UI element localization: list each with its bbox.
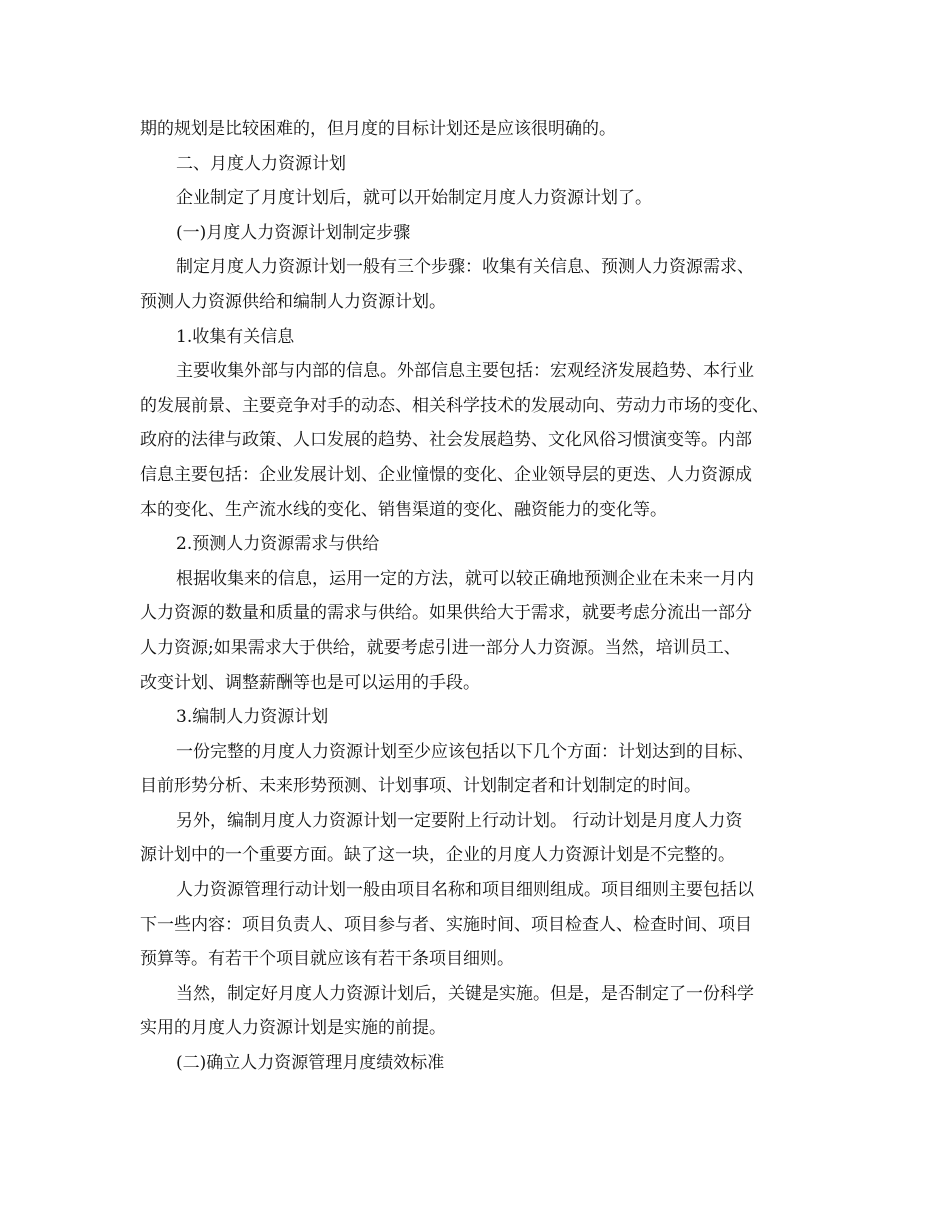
text-line: 本的变化、生产流水线的变化、销售渠道的变化、融资能力的变化等。: [140, 499, 667, 520]
text-line: 企业制定了月度计划后，就可以开始制定月度人力资源计划了。: [176, 188, 652, 209]
text-line: 制定月度人力资源计划一般有三个步骤：收集有关信息、预测人力资源需求、: [176, 257, 754, 278]
text-line: 源计划中的一个重要方面。缺了这一块，企业的月度人力资源计划是不完整的。: [140, 845, 735, 866]
text-line: 信息主要包括：企业发展计划、企业憧憬的变化、企业领导层的更迭、人力资源成: [140, 464, 752, 485]
text-line: 主要收集外部与内部的信息。外部信息主要包括：宏观经济发展趋势、本行业: [176, 361, 754, 382]
text-line: 政府的法律与政策、人口发展的趋势、社会发展趋势、文化风俗习惯演变等。内部: [140, 430, 752, 451]
text-line: 3.编制人力资源计划: [176, 707, 329, 728]
body-text: [140, 112, 820, 1081]
text-line: 实用的月度人力资源计划是实施的前提。: [140, 1018, 446, 1039]
text-line: 下一些内容：项目负责人、项目参与者、实施时间、项目检查人、检查时间、项目: [140, 914, 752, 935]
text-line: 人力资源的数量和质量的需求与供给。如果供给大于需求，就要考虑分流出一部分: [140, 603, 752, 624]
text-line: 期的规划是比较困难的，但月度的目标计划还是应该很明确的。: [140, 119, 616, 139]
text-line: 的发展前景、主要竞争对手的动态、相关科学技术的发展动向、劳动力市场的变化、: [140, 395, 769, 416]
text-line: 当然，制定好月度人力资源计划后，关键是实施。但是，是否制定了一份科学: [176, 983, 754, 1004]
text-line: 目前形势分析、未来形势预测、计划事项、计划制定者和计划制定的时间。: [140, 776, 701, 797]
text-line: 预算等。有若干个项目就应该有若干条项目细则。: [140, 949, 514, 970]
text-line: 另外，编制月度人力资源计划一定要附上行动计划。 行动计划是月度人力资: [176, 810, 743, 831]
text-line: 改变计划、调整薪酬等也是可以运用的手段。: [140, 672, 480, 693]
text-line: 根据收集来的信息，运用一定的方法，就可以较正确地预测企业在未来一月内: [176, 568, 754, 589]
text-line: 人力资源;如果需求大于供给，就要考虑引进一部分人力资源。当然，培训员工、: [140, 637, 741, 658]
text-line: 二、月度人力资源计划: [176, 153, 346, 174]
text-line: (二)确立人力资源管理月度绩效标准: [176, 1053, 445, 1074]
text-line: 预测人力资源供给和编制人力资源计划。: [140, 291, 446, 312]
text-line: 1.收集有关信息: [176, 326, 295, 347]
text-line: (一)月度人力资源计划制定步骤: [176, 222, 411, 243]
text-line: 2.预测人力资源需求与供给: [176, 534, 380, 555]
text-line: 人力资源管理行动计划一般由项目名称和项目细则组成。项目细则主要包括以: [176, 880, 754, 901]
text-line: 一份完整的月度人力资源计划至少应该包括以下几个方面：计划达到的目标、: [176, 741, 754, 762]
